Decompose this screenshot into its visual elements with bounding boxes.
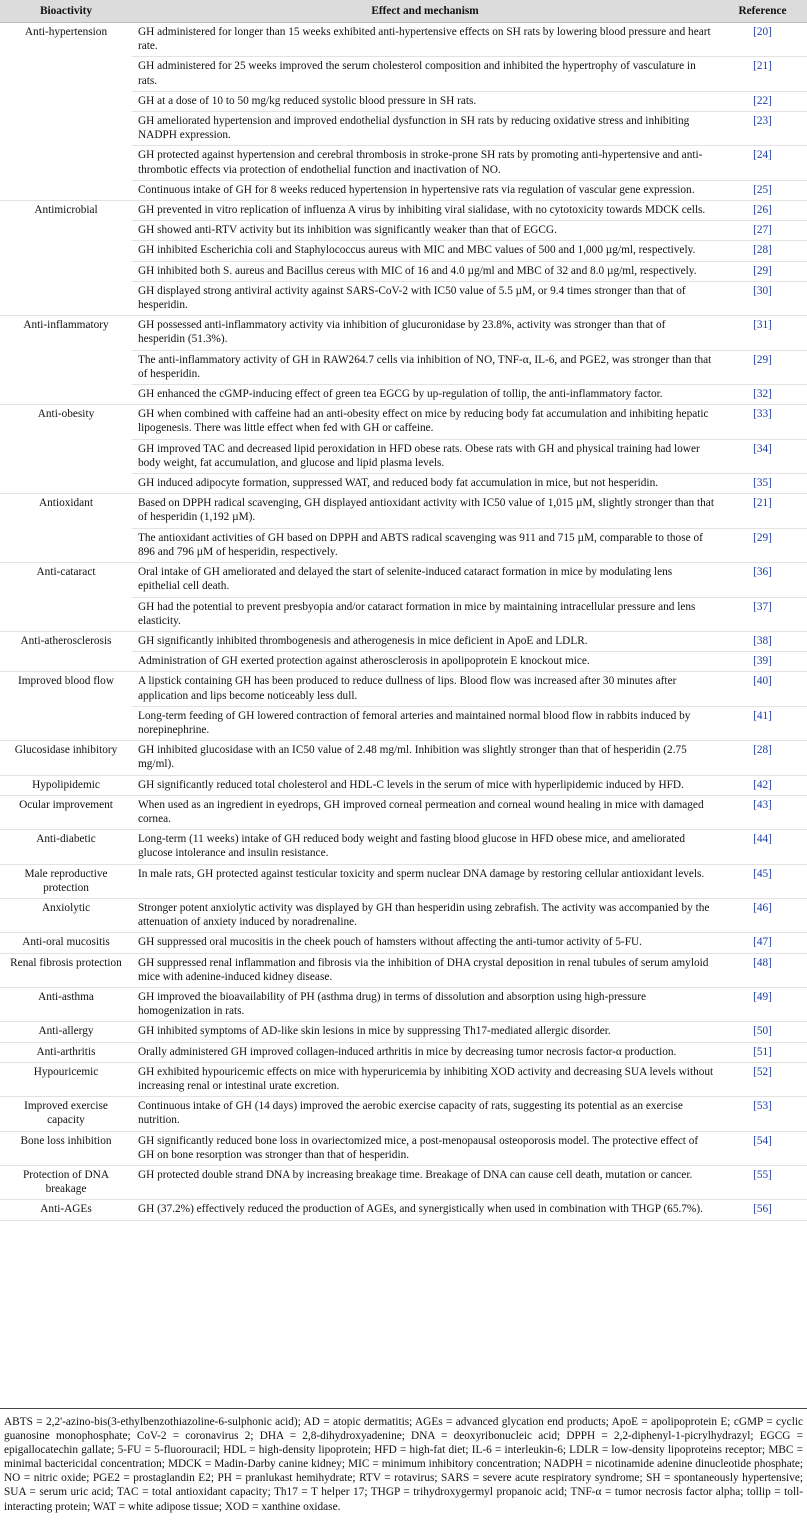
- reference-link[interactable]: [29]: [718, 261, 807, 281]
- reference-link[interactable]: [35]: [718, 474, 807, 494]
- reference-link[interactable]: [46]: [718, 898, 807, 932]
- reference-link[interactable]: [36]: [718, 563, 807, 597]
- table-row: [0, 1200, 807, 1220]
- table-header-row: [0, 0, 807, 23]
- table-row: [0, 1062, 807, 1096]
- effect-cell: GH enhanced the cGMP-inducing effect of green tea EGCG by up-regulation of tollip, the anti-inflammatory factor.: [132, 385, 718, 405]
- reference-link[interactable]: [54]: [718, 1131, 807, 1165]
- bioactivity-cell: Anti-atherosclerosis: [0, 631, 132, 671]
- reference-link[interactable]: [47]: [718, 933, 807, 953]
- bioactivity-cell: Antimicrobial: [0, 201, 132, 316]
- bioactivity-cell: Ocular improvement: [0, 795, 132, 829]
- table-row: [0, 987, 807, 1021]
- bioactivity-cell: Anti-allergy: [0, 1022, 132, 1042]
- bioactivity-cell: Hypolipidemic: [0, 775, 132, 795]
- effect-cell: GH suppressed renal inflammation and fibrosis via the inhibition of DHA crystal deposition in renal tubules of serum amyloid mice with adenine-induced kidney disease.: [132, 953, 718, 987]
- reference-link[interactable]: [49]: [718, 987, 807, 1021]
- reference-link[interactable]: [32]: [718, 385, 807, 405]
- reference-link[interactable]: [55]: [718, 1166, 807, 1200]
- effect-cell: GH exhibited hypouricemic effects on mice with hyperuricemia by inhibiting XOD activity and decreasing SUA levels without increasing renal or intestinal urate excretion.: [132, 1062, 718, 1096]
- bioactivity-cell: Male reproductive protection: [0, 864, 132, 898]
- reference-link[interactable]: [23]: [718, 112, 807, 146]
- reference-link[interactable]: [52]: [718, 1062, 807, 1096]
- bioactivity-cell: Anti-AGEs: [0, 1200, 132, 1220]
- effect-cell: GH induced adipocyte formation, suppressed WAT, and reduced body fat accumulation in mice, but not hesperidin.: [132, 474, 718, 494]
- effect-cell: Stronger potent anxiolytic activity was displayed by GH than hesperidin using zebrafish. The activity was accompanied by the attenuation of anxiety induced by noradrenaline.: [132, 898, 718, 932]
- table-row: [0, 201, 807, 221]
- reference-link[interactable]: [41]: [718, 706, 807, 740]
- header-effect: Effect and mechanism: [132, 0, 718, 23]
- effect-cell: GH prevented in vitro replication of influenza A virus by inhibiting viral sialidase, with no cytotoxicity towards MDCK cells.: [132, 201, 718, 221]
- table-row: [0, 563, 807, 597]
- effect-cell: GH possessed anti-inflammatory activity via inhibition of glucuronidase by 23.8%, activity was stronger than that of hesperidin (51.3%).: [132, 316, 718, 350]
- reference-link[interactable]: [42]: [718, 775, 807, 795]
- reference-link[interactable]: [26]: [718, 201, 807, 221]
- reference-link[interactable]: [21]: [718, 57, 807, 91]
- bioactivity-cell: Protection of DNA breakage: [0, 1166, 132, 1200]
- effect-cell: Oral intake of GH ameliorated and delayed the start of selenite-induced cataract formation in mice by modulating lens epithelial cell death.: [132, 563, 718, 597]
- table-row: [0, 1166, 807, 1200]
- bioactivity-cell: Anti-asthma: [0, 987, 132, 1021]
- effect-cell: GH displayed strong antiviral activity against SARS-CoV-2 with IC50 value of 5.5 µM, or 9.4 times stronger than that of hesperidin.: [132, 281, 718, 315]
- effect-cell: Long-term (11 weeks) intake of GH reduced body weight and fasting blood glucose in HFD obese mice, and ameliorated glucose intolerance and insulin resistance.: [132, 830, 718, 864]
- reference-link[interactable]: [30]: [718, 281, 807, 315]
- reference-link[interactable]: [45]: [718, 864, 807, 898]
- bioactivity-cell: Anti-inflammatory: [0, 316, 132, 405]
- reference-link[interactable]: [50]: [718, 1022, 807, 1042]
- effect-cell: GH showed anti-RTV activity but its inhibition was significantly weaker than that of EGCG.: [132, 221, 718, 241]
- bioactivity-cell: Anti-cataract: [0, 563, 132, 632]
- effect-cell: GH significantly reduced bone loss in ovariectomized mice, a post-menopausal osteoporosis model. The protective effect of GH on bone resorption was stronger than that of hesperidin.: [132, 1131, 718, 1165]
- reference-link[interactable]: [21]: [718, 494, 807, 528]
- bioactivity-cell: Anxiolytic: [0, 898, 132, 932]
- reference-link[interactable]: [25]: [718, 180, 807, 200]
- reference-link[interactable]: [37]: [718, 597, 807, 631]
- reference-link[interactable]: [31]: [718, 316, 807, 350]
- reference-link[interactable]: [56]: [718, 1200, 807, 1220]
- effect-cell: GH inhibited Escherichia coli and Staphylococcus aureus with MIC and MBC values of 500 and 1,000 µg/ml, respectively.: [132, 241, 718, 261]
- bioactivity-cell: Glucosidase inhibitory: [0, 741, 132, 775]
- table-row: [0, 830, 807, 864]
- bioactivity-cell: Renal fibrosis protection: [0, 953, 132, 987]
- table-row: [0, 953, 807, 987]
- reference-link[interactable]: [27]: [718, 221, 807, 241]
- effect-cell: GH had the potential to prevent presbyopia and/or cataract formation in mice by maintaining intracellular pressure and lens elasticity.: [132, 597, 718, 631]
- table-row: [0, 1097, 807, 1131]
- bioactivity-cell: Anti-diabetic: [0, 830, 132, 864]
- effect-cell: Administration of GH exerted protection against atherosclerosis in apolipoprotein E knockout mice.: [132, 652, 718, 672]
- effect-cell: In male rats, GH protected against testicular toxicity and sperm nuclear DNA damage by restoring cellular antioxidant levels.: [132, 864, 718, 898]
- effect-cell: GH when combined with caffeine had an anti-obesity effect on mice by reducing body fat accumulation and inhibiting hepatic lipogenesis. There was little effect when fed with GH or caffeine.: [132, 405, 718, 439]
- reference-link[interactable]: [39]: [718, 652, 807, 672]
- bioactivity-cell: Hypouricemic: [0, 1062, 132, 1096]
- table-row: [0, 741, 807, 775]
- bioactivity-cell: Anti-arthritis: [0, 1042, 132, 1062]
- header-reference: Reference: [718, 0, 807, 23]
- effect-cell: GH improved TAC and decreased lipid peroxidation in HFD obese rats. Obese rats with GH and physical training had lower body weight, fat accumulation, and glucose and lipid plasma levels.: [132, 439, 718, 473]
- table-row: [0, 933, 807, 953]
- effect-cell: GH inhibited glucosidase with an IC50 value of 2.48 mg/ml. Inhibition was slightly stronger than that of hesperidin (2.75 mg/ml).: [132, 741, 718, 775]
- bioactivity-cell: Anti-obesity: [0, 405, 132, 494]
- table-row: [0, 631, 807, 651]
- table-row: [0, 1022, 807, 1042]
- table-row: [0, 316, 807, 350]
- effect-cell: A lipstick containing GH has been produced to reduce dullness of lips. Blood flow was increased after 30 minutes after application and lips become noticeably less dull.: [132, 672, 718, 706]
- effect-cell: GH improved the bioavailability of PH (asthma drug) in terms of dissolution and absorption using high-pressure homogenization in rats.: [132, 987, 718, 1021]
- effect-cell: When used as an ingredient in eyedrops, GH improved corneal permeation and corneal wound healing in mice with damaged cornea.: [132, 795, 718, 829]
- effect-cell: The antioxidant activities of GH based on DPPH and ABTS radical scavenging was 911 and 715 µM, comparable to those of 896 and 796 µM of hesperidin, respectively.: [132, 528, 718, 562]
- effect-cell: GH at a dose of 10 to 50 mg/kg reduced systolic blood pressure in SH rats.: [132, 91, 718, 111]
- effect-cell: GH inhibited symptoms of AD-like skin lesions in mice by suppressing Th17-mediated allergic disorder.: [132, 1022, 718, 1042]
- reference-link[interactable]: [28]: [718, 741, 807, 775]
- effect-cell: GH administered for 25 weeks improved the serum cholesterol composition and inhibited the hypertrophy of vasculature in rats.: [132, 57, 718, 91]
- effect-cell: GH ameliorated hypertension and improved endothelial dysfunction in SH rats by reducing oxidative stress and inhibiting NADPH expression.: [132, 112, 718, 146]
- effect-cell: The anti-inflammatory activity of GH in RAW264.7 cells via inhibition of NO, TNF-α, IL-6, and PGE2, was stronger than that of hesperidin.: [132, 350, 718, 384]
- table-row: [0, 405, 807, 439]
- reference-link[interactable]: [53]: [718, 1097, 807, 1131]
- table-row: [0, 1131, 807, 1165]
- effect-cell: GH significantly reduced total cholesterol and HDL-C levels in the serum of mice with hyperlipidemic induced by HFD.: [132, 775, 718, 795]
- table-row: [0, 494, 807, 528]
- reference-link[interactable]: [48]: [718, 953, 807, 987]
- reference-link[interactable]: [29]: [718, 350, 807, 384]
- table-footnote: ABTS = 2,2'-azino-bis(3-ethylbenzothiazoline-6-sulphonic acid); AD = atopic dermatitis; AGEs = advanced glycation end products; ApoE = apolipoprotein E; cGMP = cyclic guanosine monophosphate; CoV-2 = coronavirus 2; DHA = 2,8-dihydroxyadenine; DNA = deoxyribonucleic acid; DPPH = 2,2-diphenyl-1-picrylhydrazyl; EGCG = epigallocatechin gallate; 5-FU = 5-fluorouracil; HDL = high-density lipoprotein; HFD = high-fat diet; IL-6 = interleukin-6; LDLR = low-density lipoproteins receptor; MBC = minimal bactericidal concentration; MDCK = Madin-Darby canine kidney; MIC = minimum inhibitory concentration; NADPH = nicotinamide adenine dinucleotide phosphate; NO = nitric oxide; PGE2 = prostaglandin E2; PH = pranlukast hemihydrate; RTV = rotavirus; SARS = severe acute respiratory syndrome; SH = spontaneously hypertensive; SUA = serum uric acid; TAC = total antioxidant capacity; Th17 = T helper 17; THGP = trihydroxygermyl propanoic acid; TNF-α = tumor necrosis factor alpha; tollip = toll-interacting protein; WAT = white adipose tissue; XOD = xanthine oxidase.: [0, 1408, 807, 1514]
- bioactivity-cell: Improved exercise capacity: [0, 1097, 132, 1131]
- table-row: [0, 795, 807, 829]
- reference-link[interactable]: [28]: [718, 241, 807, 261]
- effect-cell: GH administered for longer than 15 weeks exhibited anti-hypertensive effects on SH rats by lowering blood pressure and heart rate.: [132, 23, 718, 57]
- reference-link[interactable]: [33]: [718, 405, 807, 439]
- bioactivity-cell: Bone loss inhibition: [0, 1131, 132, 1165]
- effect-cell: Continuous intake of GH (14 days) improved the aerobic exercise capacity of rats, suggesting its potential as an exercise nutrition.: [132, 1097, 718, 1131]
- reference-link[interactable]: [43]: [718, 795, 807, 829]
- effect-cell: GH significantly inhibited thrombogenesis and atherogenesis in mice deficient in ApoE and LDLR.: [132, 631, 718, 651]
- bioactivity-cell: Antioxidant: [0, 494, 132, 563]
- table-row: [0, 1042, 807, 1062]
- table-row: [0, 864, 807, 898]
- reference-link[interactable]: [51]: [718, 1042, 807, 1062]
- effect-cell: Continuous intake of GH for 8 weeks reduced hypertension in hypertensive rats via regulation of vascular gene expression.: [132, 180, 718, 200]
- effect-cell: Based on DPPH radical scavenging, GH displayed antioxidant activity with IC50 value of 1,015 µM, slightly stronger than that of hesperidin (1,192 µM).: [132, 494, 718, 528]
- bioactivity-cell: Anti-hypertension: [0, 23, 132, 201]
- header-bioactivity: Bioactivity: [0, 0, 132, 23]
- reference-link[interactable]: [20]: [718, 23, 807, 57]
- bioactivity-cell: Anti-oral mucositis: [0, 933, 132, 953]
- effect-cell: Long-term feeding of GH lowered contraction of femoral arteries and maintained normal blood flow in rabbits induced by norepinephrine.: [132, 706, 718, 740]
- effect-cell: GH protected against hypertension and cerebral thrombosis in stroke-prone SH rats by promoting anti-hypertensive and anti-thrombotic effects via protection of endothelial function and inactivation of NO.: [132, 146, 718, 180]
- effect-cell: GH inhibited both S. aureus and Bacillus cereus with MIC of 16 and 4.0 µg/ml and MBC of 32 and 8.0 µg/ml, respectively.: [132, 261, 718, 281]
- reference-link[interactable]: [34]: [718, 439, 807, 473]
- reference-link[interactable]: [40]: [718, 672, 807, 706]
- reference-link[interactable]: [38]: [718, 631, 807, 651]
- reference-link[interactable]: [24]: [718, 146, 807, 180]
- effect-cell: Orally administered GH improved collagen-induced arthritis in mice by decreasing tumor necrosis factor-α production.: [132, 1042, 718, 1062]
- reference-link[interactable]: [29]: [718, 528, 807, 562]
- table-row: [0, 775, 807, 795]
- effect-cell: GH suppressed oral mucositis in the cheek pouch of hamsters without affecting the anti-tumor activity of 5-FU.: [132, 933, 718, 953]
- effect-cell: GH (37.2%) effectively reduced the production of AGEs, and synergistically when used in combination with THGP (65.7%).: [132, 1200, 718, 1220]
- effect-cell: GH protected double strand DNA by increasing breakage time. Breakage of DNA can cause cell death, mutation or cancer.: [132, 1166, 718, 1200]
- reference-link[interactable]: [22]: [718, 91, 807, 111]
- reference-link[interactable]: [44]: [718, 830, 807, 864]
- table-row: [0, 898, 807, 932]
- table-row: [0, 23, 807, 57]
- table-body: [0, 23, 807, 1221]
- table-row: [0, 672, 807, 706]
- bioactivity-cell: Improved blood flow: [0, 672, 132, 741]
